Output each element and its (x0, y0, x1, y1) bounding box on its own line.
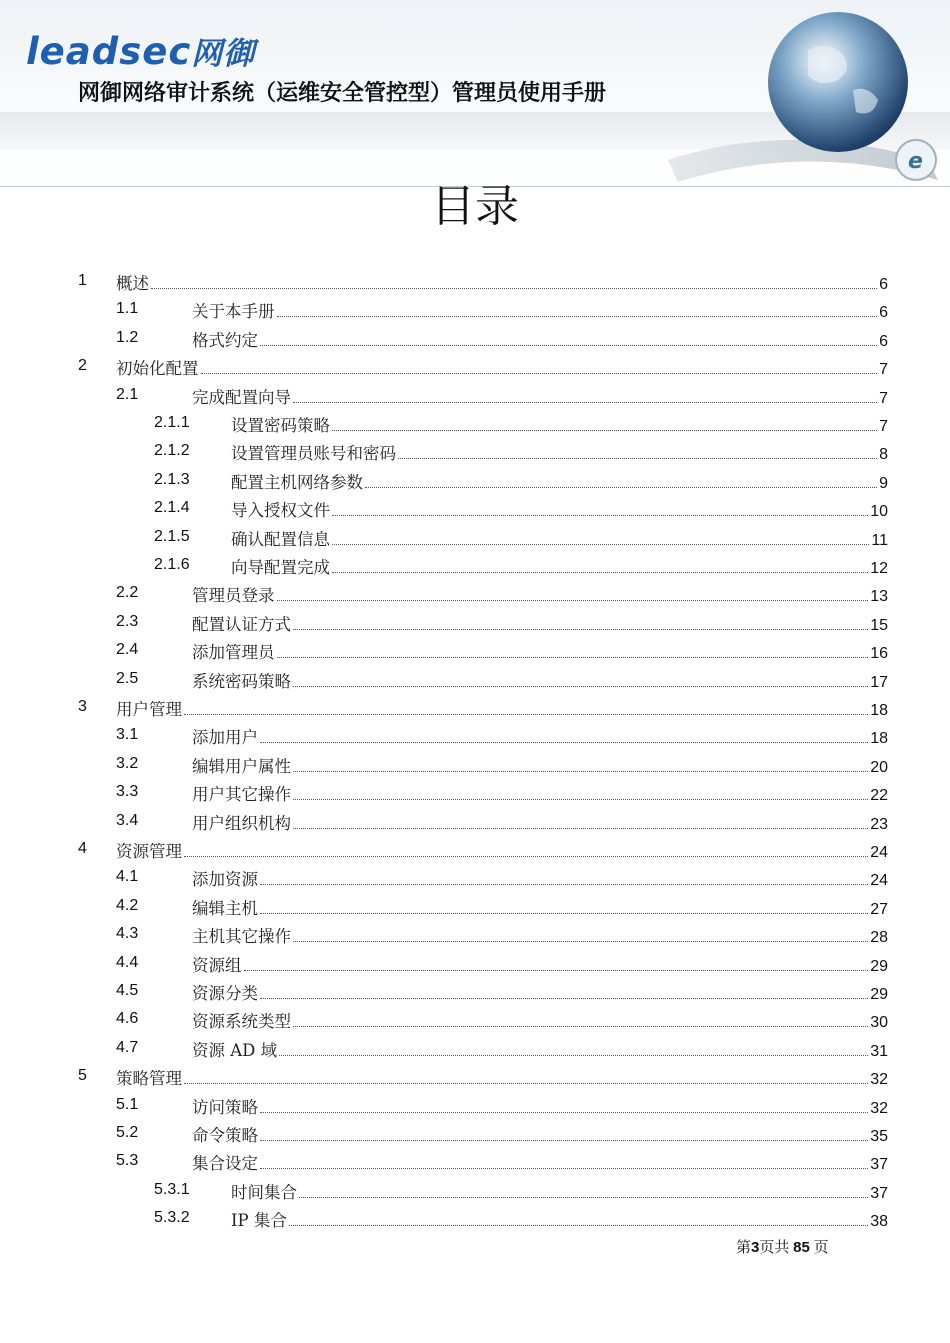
toc-entry-page: 20 (870, 758, 888, 776)
toc-entry[interactable] (0, 779, 950, 807)
svg-text:e: e (908, 149, 923, 174)
toc-entry-page: 8 (879, 446, 888, 464)
toc-entry-title: 编辑主机 (192, 898, 258, 918)
toc-dot-leader (260, 884, 868, 885)
toc-entry-number: 2.5 (116, 669, 139, 687)
toc-dot-leader (260, 998, 868, 999)
toc-dot-leader (277, 657, 869, 658)
toc-entry-title: 导入授权文件 (231, 501, 330, 521)
toc-entry-page: 30 (870, 1014, 888, 1032)
toc-entry-title: 管理员登录 (192, 586, 275, 606)
toc-entry-title: 集合设定 (192, 1154, 258, 1174)
toc-entry-number: 3.3 (116, 783, 139, 801)
toc-dot-leader (184, 856, 868, 857)
toc-entry[interactable] (0, 296, 950, 324)
toc-entry[interactable] (0, 1120, 950, 1148)
toc-dot-leader (260, 1140, 868, 1141)
toc-entry-page: 10 (870, 503, 888, 521)
toc-entry-title: 初始化配置 (116, 359, 199, 379)
toc-entry-page: 29 (870, 957, 888, 975)
toc-entry-number: 1 (78, 272, 87, 289)
toc-entry-number: 3.1 (116, 726, 139, 744)
toc-entry-number: 4.2 (116, 896, 139, 914)
toc-entry-page: 32 (870, 1099, 888, 1117)
toc-entry[interactable] (0, 609, 950, 637)
toc-dot-leader (260, 1168, 868, 1169)
toc-dot-leader (293, 686, 868, 687)
toc-entry-page: 22 (870, 787, 888, 805)
toc-entry-title: 编辑用户属性 (192, 756, 291, 776)
toc-entry-page: 6 (879, 304, 888, 322)
toc-entry[interactable] (0, 1035, 950, 1063)
toc-entry-page: 7 (879, 361, 888, 379)
toc-dot-leader (293, 402, 877, 403)
toc-entry-title: 完成配置向导 (192, 387, 291, 407)
toc-entry[interactable] (0, 950, 950, 978)
toc-entry-title: 时间集合 (231, 1182, 297, 1202)
toc-entry-number: 2.1.1 (154, 414, 190, 431)
toc-entry-number: 2.1.2 (154, 442, 190, 460)
toc-entry-title: 系统密码策略 (192, 671, 291, 691)
toc-entry-title: 策略管理 (116, 1069, 182, 1089)
toc-entry-title: 设置密码策略 (231, 416, 330, 435)
toc-entry-number: 2.4 (116, 641, 139, 659)
toc-entry[interactable] (0, 552, 950, 580)
toc-entry-number: 4.1 (116, 868, 139, 886)
toc-entry-number: 5.1 (116, 1095, 139, 1113)
toc-dot-leader (184, 1083, 868, 1084)
toc-entry-page: 16 (870, 645, 888, 663)
toc-entry-title: 用户其它操作 (192, 785, 291, 805)
toc-entry-number: 3.2 (116, 754, 139, 772)
toc-entry[interactable] (0, 1006, 950, 1034)
page-header (0, 0, 950, 190)
globe-icon (668, 10, 948, 190)
toc-dot-leader (201, 373, 878, 374)
toc-dot-leader (277, 316, 878, 317)
toc-entry[interactable] (0, 864, 950, 892)
toc-dot-leader (184, 714, 868, 715)
toc-entry-page: 29 (870, 986, 888, 1003)
toc-entry-number: 5.3.2 (154, 1209, 190, 1227)
toc-entry[interactable] (0, 268, 950, 296)
toc-entry-number: 4.4 (116, 953, 139, 971)
toc-entry[interactable] (0, 978, 950, 1006)
toc-dot-leader (277, 600, 869, 601)
toc-entry-number: 5 (78, 1067, 87, 1085)
toc-entry-page: 32 (870, 1071, 888, 1089)
toc-entry-page: 6 (879, 276, 888, 293)
toc-dot-leader (293, 1026, 868, 1027)
toc-entry-number: 4.6 (116, 1010, 139, 1028)
toc-entry[interactable] (0, 836, 950, 864)
toc-entry-page: 17 (870, 673, 888, 691)
toc-entry[interactable] (0, 1148, 950, 1176)
toc-dot-leader (293, 799, 868, 800)
toc-entry-title: 资源管理 (116, 842, 182, 861)
toc-entry-page: 12 (870, 560, 888, 577)
toc-dot-leader (332, 430, 877, 431)
toc-entry-title: 添加用户 (192, 728, 258, 748)
toc-entry-number: 2 (78, 357, 87, 375)
toc-dot-leader (289, 1225, 868, 1226)
toc-entry-page: 9 (879, 474, 888, 492)
toc-dot-leader (151, 288, 877, 289)
toc-entry-number: 2.1.5 (154, 527, 190, 545)
page-footer: 第3页共 85 页 (736, 1239, 829, 1256)
toc-entry-number: 2.3 (116, 612, 139, 630)
toc-entry[interactable] (0, 467, 950, 495)
toc-entry[interactable] (0, 808, 950, 836)
toc-entry-number: 3 (78, 698, 87, 715)
toc-entry-page: 24 (870, 872, 888, 890)
toc-entry-title: 向导配置完成 (231, 558, 330, 577)
toc-entry[interactable] (0, 410, 950, 438)
document-title: 网御网络审计系统（运维安全管控型）管理员使用手册 (78, 81, 607, 106)
toc-entry-page: 18 (870, 730, 888, 748)
toc-entry-page: 15 (870, 616, 888, 634)
toc-entry[interactable] (0, 921, 950, 949)
toc-entry-title: 添加资源 (192, 870, 258, 890)
toc-entry-number: 4.3 (116, 925, 139, 943)
toc-entry-number: 4.5 (116, 982, 139, 999)
toc-entry-title: 配置主机网络参数 (231, 472, 363, 492)
toc-entry[interactable] (0, 325, 950, 353)
toc-entry[interactable] (0, 694, 950, 722)
toc-entry-title: 资源 AD 域 (192, 1040, 278, 1060)
toc-entry-title: 设置管理员账号和密码 (231, 444, 396, 464)
toc-entry-title: 命令策略 (192, 1126, 258, 1145)
toc-entry-title: 资源分类 (192, 984, 258, 1003)
toc-entry-number: 2.1.4 (154, 499, 190, 517)
toc-entry-number: 2.1.3 (154, 470, 190, 488)
toc-entry-title: 关于本手册 (192, 302, 275, 322)
toc-entry-page: 28 (870, 929, 888, 947)
toc-dot-leader (332, 544, 869, 545)
toc-entry[interactable] (0, 353, 950, 381)
toc-entry-number: 3.4 (116, 811, 139, 829)
toc-entry-title: 用户组织机构 (192, 813, 291, 833)
toc-entry-page: 7 (879, 418, 888, 435)
toc-entry-title: 资源组 (192, 955, 242, 975)
toc-entry[interactable] (0, 666, 950, 694)
toc-entry-title: 配置认证方式 (192, 614, 291, 634)
toc-entry-page: 37 (870, 1184, 888, 1202)
toc-entry-title: 添加管理员 (192, 643, 275, 663)
toc-entry[interactable] (0, 580, 950, 608)
toc-entry-page: 6 (879, 332, 888, 350)
toc-entry-page: 7 (879, 389, 888, 407)
toc-entry-title: 资源系统类型 (192, 1012, 291, 1032)
toc-entry-page: 11 (871, 531, 888, 549)
toc-entry-number: 1.1 (116, 300, 139, 318)
toc-entry-title: 格式约定 (192, 330, 258, 350)
toc-heading: 目录 (431, 181, 519, 232)
toc-entry[interactable] (0, 495, 950, 523)
toc-entry[interactable] (0, 1063, 950, 1091)
toc-dot-leader (279, 1055, 868, 1056)
toc-dot-leader (332, 572, 868, 573)
toc-dot-leader (293, 771, 868, 772)
toc-entry[interactable] (0, 524, 950, 552)
toc-entry-title: 确认配置信息 (231, 529, 330, 549)
toc-entry-number: 2.1.6 (154, 556, 190, 573)
toc-entry-page: 37 (870, 1156, 888, 1174)
toc-entry[interactable] (0, 751, 950, 779)
toc-dot-leader (260, 913, 868, 914)
toc-entry[interactable] (0, 382, 950, 410)
toc-dot-leader (332, 515, 868, 516)
toc-entry[interactable] (0, 722, 950, 750)
toc-entry[interactable] (0, 637, 950, 665)
toc-entry-number: 5.2 (116, 1124, 139, 1141)
toc-dot-leader (365, 487, 877, 488)
toc-entry[interactable] (0, 438, 950, 466)
toc-entry-page: 18 (870, 702, 888, 719)
toc-dot-leader (293, 629, 868, 630)
toc-entry-number: 5.3 (116, 1152, 139, 1170)
toc-entry-title: 用户管理 (116, 700, 182, 719)
toc-entry[interactable] (0, 1205, 950, 1233)
toc-dot-leader (260, 1112, 868, 1113)
toc-dot-leader (260, 345, 877, 346)
toc-entry-title: IP 集合 (231, 1211, 287, 1231)
toc-entry-page: 23 (870, 815, 888, 833)
toc-entry-page: 35 (870, 1128, 888, 1145)
toc-entry-page: 27 (870, 900, 888, 918)
toc-entry-page: 38 (870, 1213, 888, 1231)
toc-entry[interactable] (0, 1177, 950, 1205)
toc-entry-number: 1.2 (116, 328, 139, 346)
toc-entry-page: 13 (870, 588, 888, 606)
toc-entry-number: 4.7 (116, 1038, 139, 1056)
toc-entry-page: 24 (870, 844, 888, 861)
toc-dot-leader (398, 458, 877, 459)
toc-dot-leader (293, 941, 868, 942)
toc-entry-number: 2.1 (116, 385, 139, 403)
toc-dot-leader (244, 970, 869, 971)
leadsec-logo: leadsec网御 (26, 30, 256, 73)
toc-entry-title: 主机其它操作 (192, 927, 291, 947)
toc-entry[interactable] (0, 893, 950, 921)
toc-entry-title: 概述 (116, 274, 149, 293)
toc-entry-page: 31 (870, 1042, 888, 1060)
toc-entry[interactable] (0, 1092, 950, 1120)
toc-entry-number: 5.3.1 (154, 1180, 190, 1198)
toc-dot-leader (260, 742, 868, 743)
toc-dot-leader (299, 1197, 868, 1198)
toc-entry-number: 4 (78, 840, 87, 857)
toc-entry-title: 访问策略 (192, 1097, 258, 1117)
toc-dot-leader (293, 828, 868, 829)
toc-entry-number: 2.2 (116, 584, 139, 602)
